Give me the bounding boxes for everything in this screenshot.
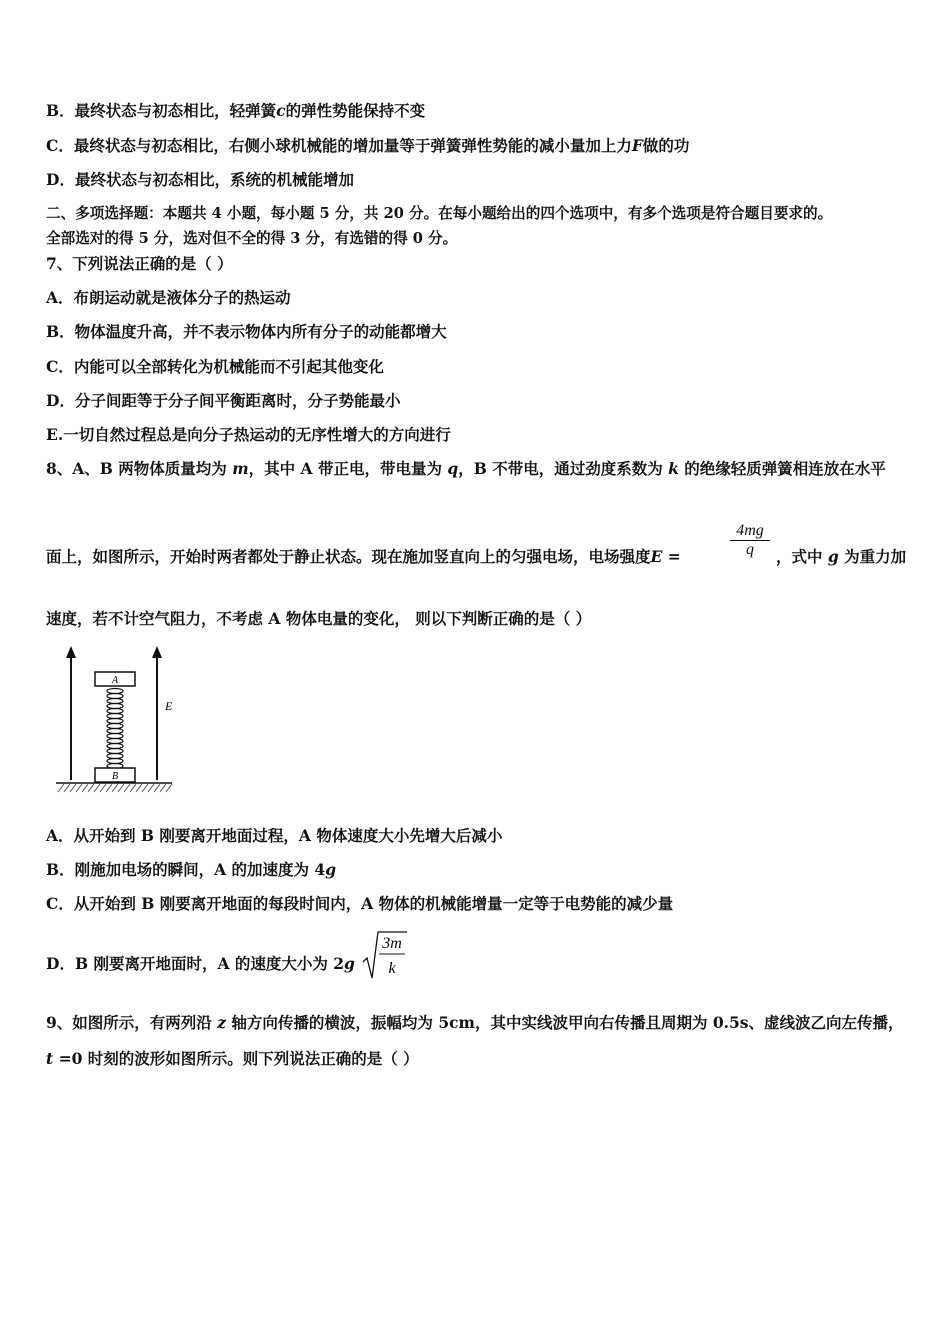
- sqrt-expression: [361, 928, 409, 982]
- option-c-prev: C．最终状态与初态相比，右侧小球机械能的增加量等于弹簧弹性势能的减小量加上力F做的功: [46, 136, 690, 155]
- field-fraction: [730, 522, 770, 559]
- q8-stem-line3: 速度，若不计空气阻力，不考虑 A 物体电量的变化， 则以下判断正确的是（ ）: [46, 609, 592, 628]
- spring-figure: [50, 640, 185, 802]
- sqrt-numerator: 3m: [382, 935, 402, 952]
- section-scoring: 全部选对的得 5 分，选对但不全的得 3 分，有选错的得 0 分。: [46, 230, 458, 247]
- spring: [107, 689, 123, 769]
- block-a-label: A: [111, 675, 119, 686]
- arrow-head-right: [152, 646, 162, 658]
- q7-option-d: D．分子间距等于分子间平衡距离时，分子势能最小: [46, 391, 401, 410]
- option-d-prev: D．最终状态与初态相比，系统的机械能增加: [46, 170, 354, 189]
- ground-hatching: [58, 784, 172, 792]
- q7-option-b: B．物体温度升高，并不表示物体内所有分子的动能都增大: [46, 322, 447, 341]
- q8-option-b: B．刚施加电场的瞬间，A 的加速度为 4g: [46, 860, 337, 879]
- fraction-denominator: q: [746, 541, 754, 558]
- section-heading: 二、多项选择题：本题共 4 小题，每小题 5 分，共 20 分。在每小题给出的四个选项中，有多个选项是符合题目要求的。: [46, 205, 833, 222]
- q9-stem-line1: 9、如图所示，有两列沿 z 轴方向传播的横波，振幅均为 5cm，其中实线波甲向右传播且周期为 0.5s、虚线波乙向左传播，: [46, 1013, 904, 1032]
- field-label-e: E: [165, 699, 173, 713]
- fraction-numerator: 4mg: [736, 522, 764, 539]
- q8-stem-line2-left: 面上，如图所示，开始时两者都处于静止状态。现在施加竖直向上的匀强电场，电场强度E =: [46, 547, 681, 566]
- arrow-head-left: [66, 646, 76, 658]
- q8-stem-line2-right: ，式中 g 为重力加: [776, 547, 907, 566]
- block-b-label: B: [111, 771, 119, 782]
- q7-option-a: A．布朗运动就是液体分子的热运动: [46, 288, 291, 307]
- q7-stem: 7、下列说法正确的是（ ）: [46, 254, 233, 273]
- sqrt-denominator: k: [388, 960, 396, 977]
- q8-option-c: C．从开始到 B 刚要离开地面的每段时间内，A 物体的机械能增量一定等于电势能的减少量: [46, 894, 674, 913]
- q9-stem-line2: t =0 时刻的波形如图所示。则下列说法正确的是（ ）: [46, 1049, 419, 1068]
- option-b-prev: B．最终状态与初态相比，轻弹簧c的弹性势能保持不变: [46, 101, 426, 120]
- q8-option-a: A．从开始到 B 刚要离开地面过程，A 物体速度大小先增大后减小: [46, 826, 503, 845]
- q8-option-d: D．B 刚要离开地面时，A 的速度大小为 2g: [46, 954, 355, 973]
- q7-option-c: C．内能可以全部转化为机械能而不引起其他变化: [46, 357, 384, 376]
- q7-option-e: E.一切自然过程总是向分子热运动的无序性增大的方向进行: [46, 425, 451, 444]
- q8-stem-line1: 8、A、B 两物体质量均为 m，其中 A 带正电，带电量为 q，B 不带电，通过劲度系数为 k 的绝缘轻质弹簧相连放在水平: [46, 459, 886, 478]
